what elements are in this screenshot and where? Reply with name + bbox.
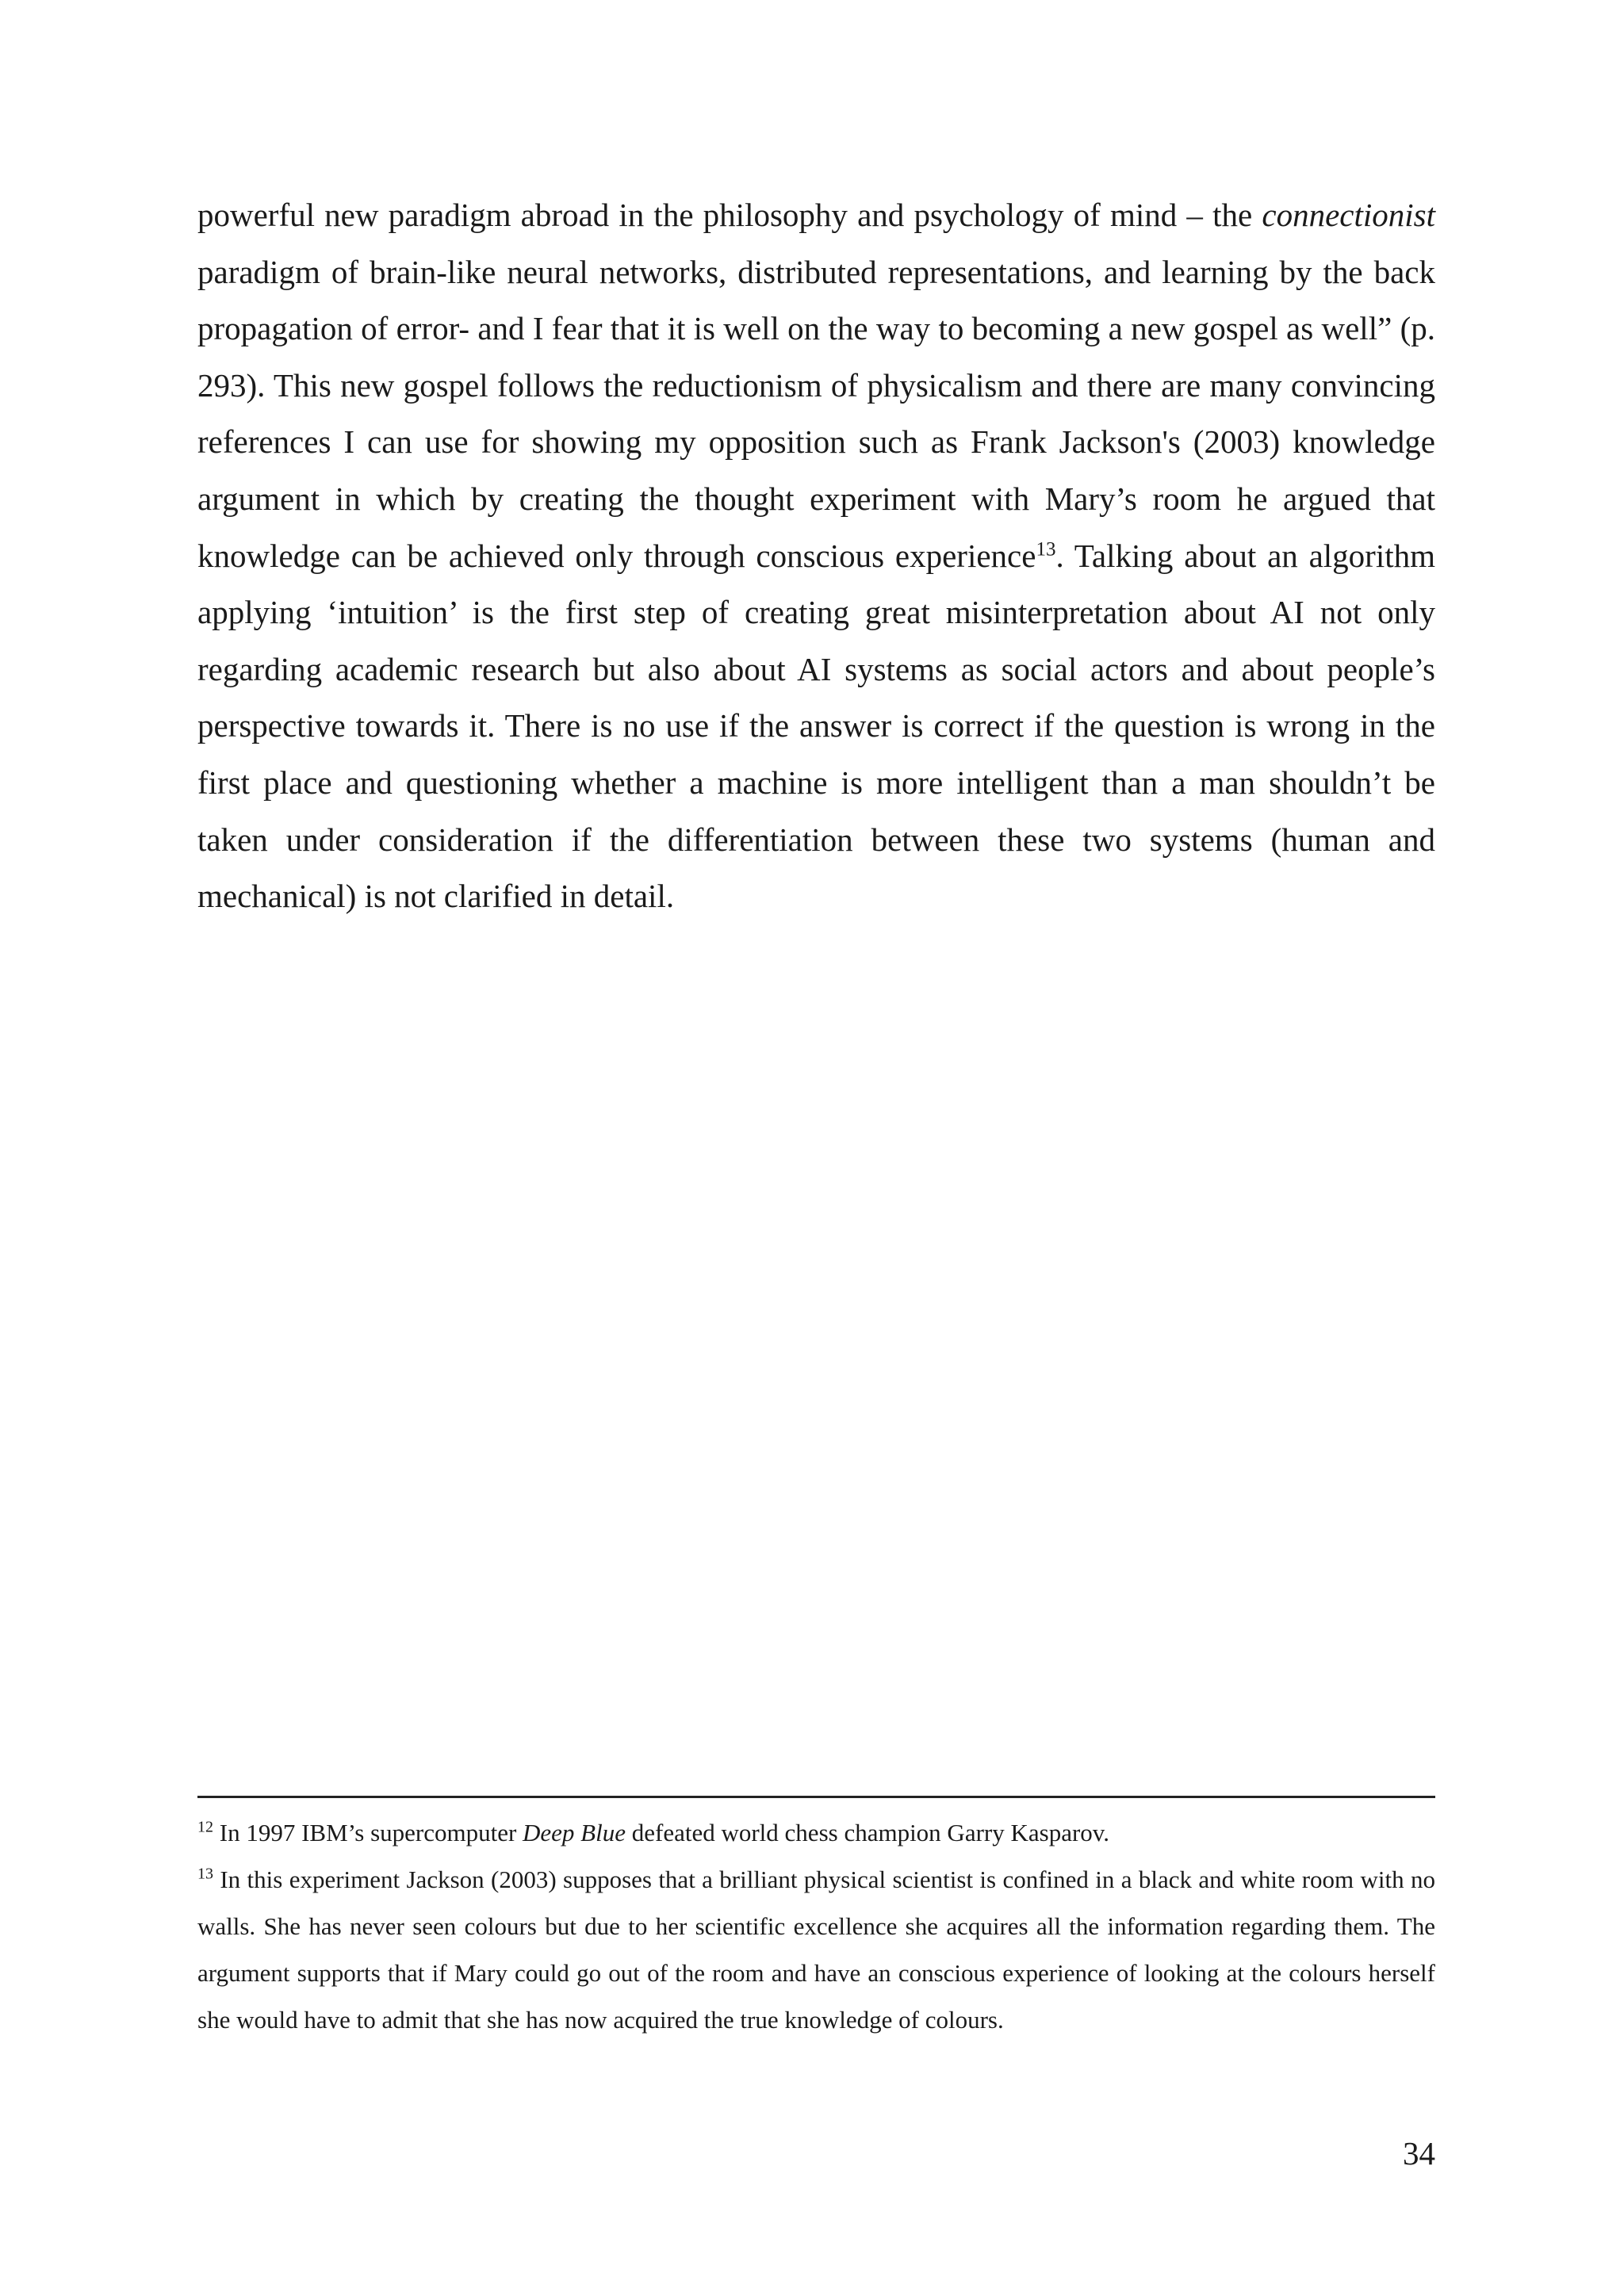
- footnote-reference-13: 13: [1036, 538, 1056, 560]
- body-italic-connectionist: connectionist: [1262, 197, 1435, 233]
- footnote-13: [197, 1856, 1435, 2043]
- body-text-part-2: paradigm of brain-like neural networks, distributed representations, and learning by the back propagation of error- and I fear that it is well on the way to becoming a new gospel as well” (p. 293). This new gospel follows the reductionism of physicalism and there are many convincing references I can use for showing my opposition such as Frank Jackson's (2003) knowledge argument in which by creating the thought experiment with Mary’s room he argued that knowledge can be achieved only through conscious experience: [197, 253, 1435, 574]
- footnote-separator: [197, 1796, 1435, 1798]
- footnotes-section: [197, 1809, 1435, 2043]
- body-text-part-3: . Talking about an algorithm applying ‘intuition’ is the first step of creating great misinterpretation about AI not only regarding academic research but also about AI systems as social actors and about people’s perspective towards it. There is no use if the answer is correct if the question is wrong in the first place and questioning whether a machine is more intelligent than a man shouldn’t be taken under consideration if the differentiation between these two systems (human and mechanical) is not clarified in detail.: [197, 537, 1436, 915]
- footnote-number: 12: [197, 1818, 213, 1836]
- footnote-text-pre: In 1997 IBM’s supercomputer: [213, 1819, 523, 1846]
- footnote-number: 13: [197, 1865, 213, 1883]
- footnote-italic-deep-blue: Deep Blue: [523, 1819, 626, 1846]
- footnote-text-post: defeated world chess champion Garry Kasparov.: [626, 1819, 1110, 1846]
- footnote-12: [197, 1809, 1435, 1856]
- body-paragraph: [197, 187, 1435, 925]
- page-number: 34: [1403, 2135, 1435, 2172]
- body-text-part-1: powerful new paradigm abroad in the philosophy and psychology of mind – the: [197, 197, 1262, 233]
- footnote-text: In this experiment Jackson (2003) supposes that a brilliant physical scientist is confined in a black and white room with no walls. She has never seen colours but due to her scientific excellence she acquires all the information regarding them. The argument supports that if Mary could go out of the room and have an conscious experience of looking at the colours herself she would have to admit that she has now acquired the true knowledge of colours.: [197, 1866, 1435, 2034]
